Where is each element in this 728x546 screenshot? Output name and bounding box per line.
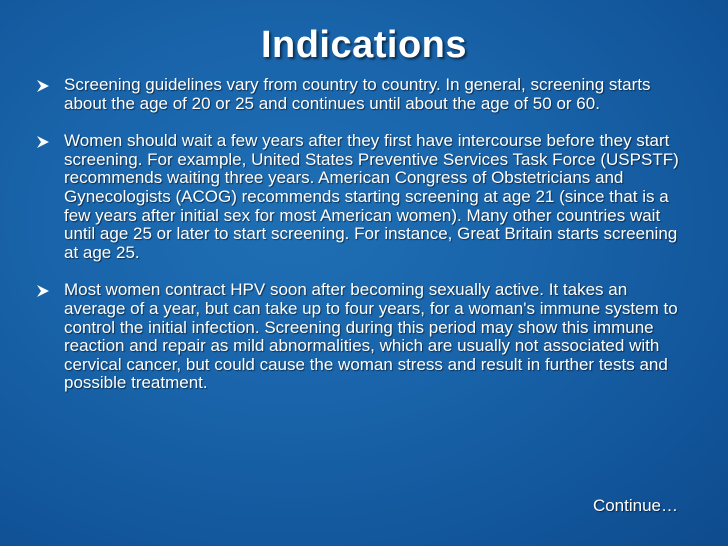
bullet-list [36,76,684,412]
slide-title: Indications [260,24,468,66]
bullet-text: Women should wait a few years after they first have intercourse before they start screening. For example, United States Preventive Services Task Force (USPSTF) recommends waiting three years. American Congress of Obstetricians and Gynecologists (ACOG) recommends starting screening at age 21 (since that is a few years after initial sex for most American women). Many other countries wait until age 25 or later to start screening. For instance, Great Britain starts screening at age 25. [64,131,679,262]
bullet-text: Screening guidelines vary from country to country. In general, screening starts about the age of 20 or 25 and continues until about the age of 50 or 60. [64,75,651,113]
bullet-item [36,281,684,393]
arrow-bullet-icon [36,79,50,93]
bullet-text: Most women contract HPV soon after becoming sexually active. It takes an average of a year, but can take up to four years, for a woman's immune system to control the initial infection. Screening during this period may show this immune reaction and repair as mild abnormalities, which are usually not associated with cervical cancer, but could cause the woman stress and result in further tests and possible treatment. [64,280,678,393]
bullet-item [36,76,684,113]
arrow-bullet-icon [36,135,50,149]
arrow-bullet-icon [36,284,50,298]
continue-link[interactable]: Continue… [592,496,678,515]
bullet-item [36,132,684,262]
